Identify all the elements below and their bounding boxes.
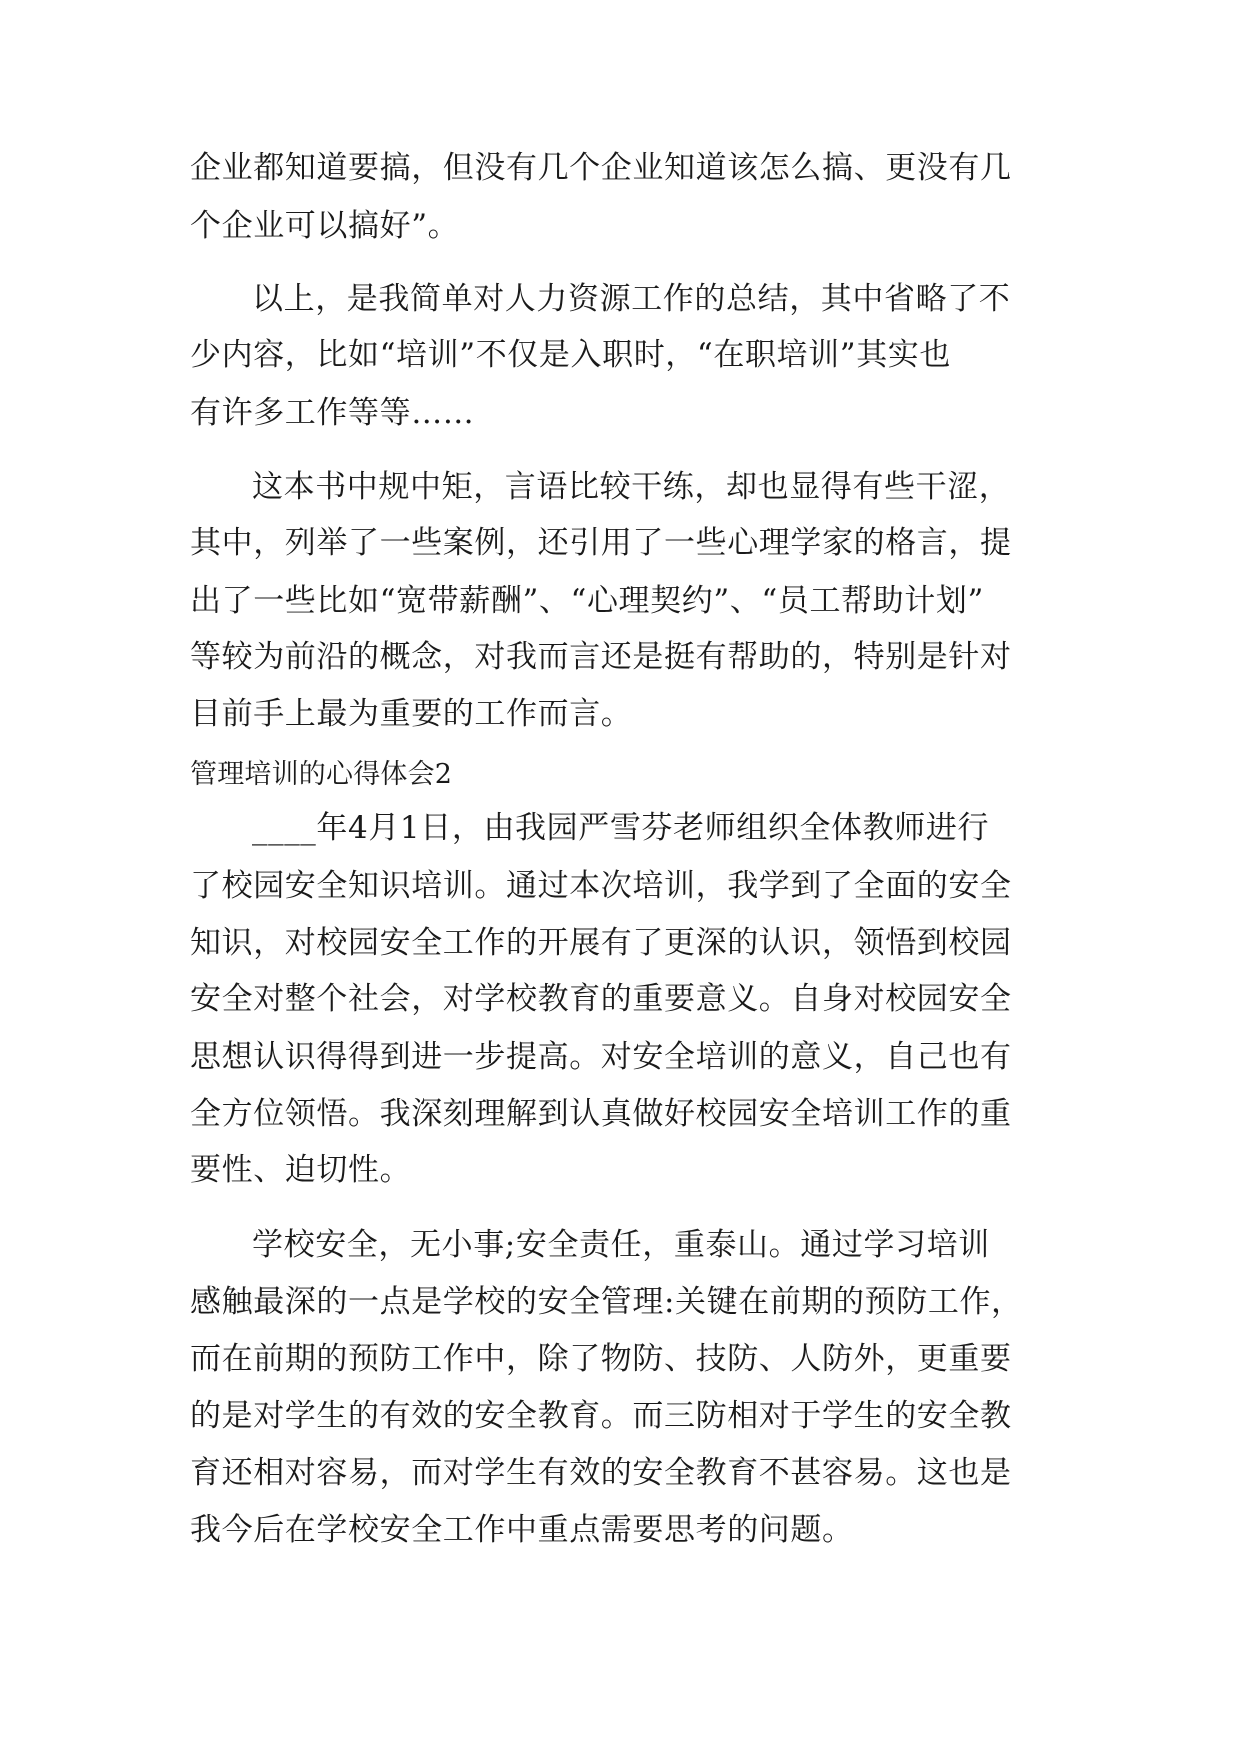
text-line: 企业都知道要搞，但没有几个企业知道该怎么搞、更没有几 bbox=[190, 150, 1012, 186]
text-line: 思想认识得得到进一步提高。对安全培训的意义，自己也有 bbox=[190, 1039, 1012, 1075]
text-line: 了校园安全知识培训。通过本次培训，我学到了全面的安全 bbox=[190, 868, 1012, 904]
text-line: 的是对学生的有效的安全教育。而三防相对于学生的安全教 bbox=[190, 1398, 1012, 1434]
text-line: 少内容，比如“培训”不仅是入职时，“在职培训”其实也 bbox=[190, 337, 951, 373]
section-heading: 管理培训的心得体会2 bbox=[190, 759, 453, 790]
text-line: 目前手上最为重要的工作而言。 bbox=[190, 696, 633, 732]
paragraph-first-line: 以上，是我简单对人力资源工作的总结，其中省略了不 bbox=[252, 281, 1011, 317]
paragraph-first-line: ____年4月1日，由我园严雪芬老师组织全体教师进行 bbox=[252, 810, 990, 846]
text-line: 育还相对容易，而对学生有效的安全教育不甚容易。这也是 bbox=[190, 1455, 1012, 1491]
text-line: 我今后在学校安全工作中重点需要思考的问题。 bbox=[190, 1512, 854, 1548]
text-line: 而在前期的预防工作中，除了物防、技防、人防外，更重要 bbox=[190, 1341, 1012, 1377]
text-line: 要性、迫切性。 bbox=[190, 1152, 412, 1188]
paragraph-first-line: 学校安全，无小事;安全责任，重泰山。通过学习培训 bbox=[252, 1227, 990, 1263]
text-line: 安全对整个社会，对学校教育的重要意义。自身对校园安全 bbox=[190, 981, 1012, 1017]
text-line: 全方位领悟。我深刻理解到认真做好校园安全培训工作的重 bbox=[190, 1096, 1012, 1132]
text-line: 其中，列举了一些案例，还引用了一些心理学家的格言，提 bbox=[190, 525, 1012, 561]
text-line: 个企业可以搞好”。 bbox=[190, 208, 460, 244]
paragraph-first-line: 这本书中规中矩，言语比较干练，却也显得有些干涩， bbox=[252, 469, 1011, 505]
text-line: 感触最深的一点是学校的安全管理:关键在前期的预防工作， bbox=[190, 1284, 1023, 1320]
text-line: 有许多工作等等…… bbox=[190, 395, 475, 431]
text-line: 出了一些比如“宽带薪酬”、“心理契约”、“员工帮助计划” bbox=[190, 583, 984, 619]
text-line: 等较为前沿的概念，对我而言还是挺有帮助的，特别是针对 bbox=[190, 639, 1012, 675]
text-line: 知识，对校园安全工作的开展有了更深的认识，领悟到校园 bbox=[190, 925, 1012, 961]
